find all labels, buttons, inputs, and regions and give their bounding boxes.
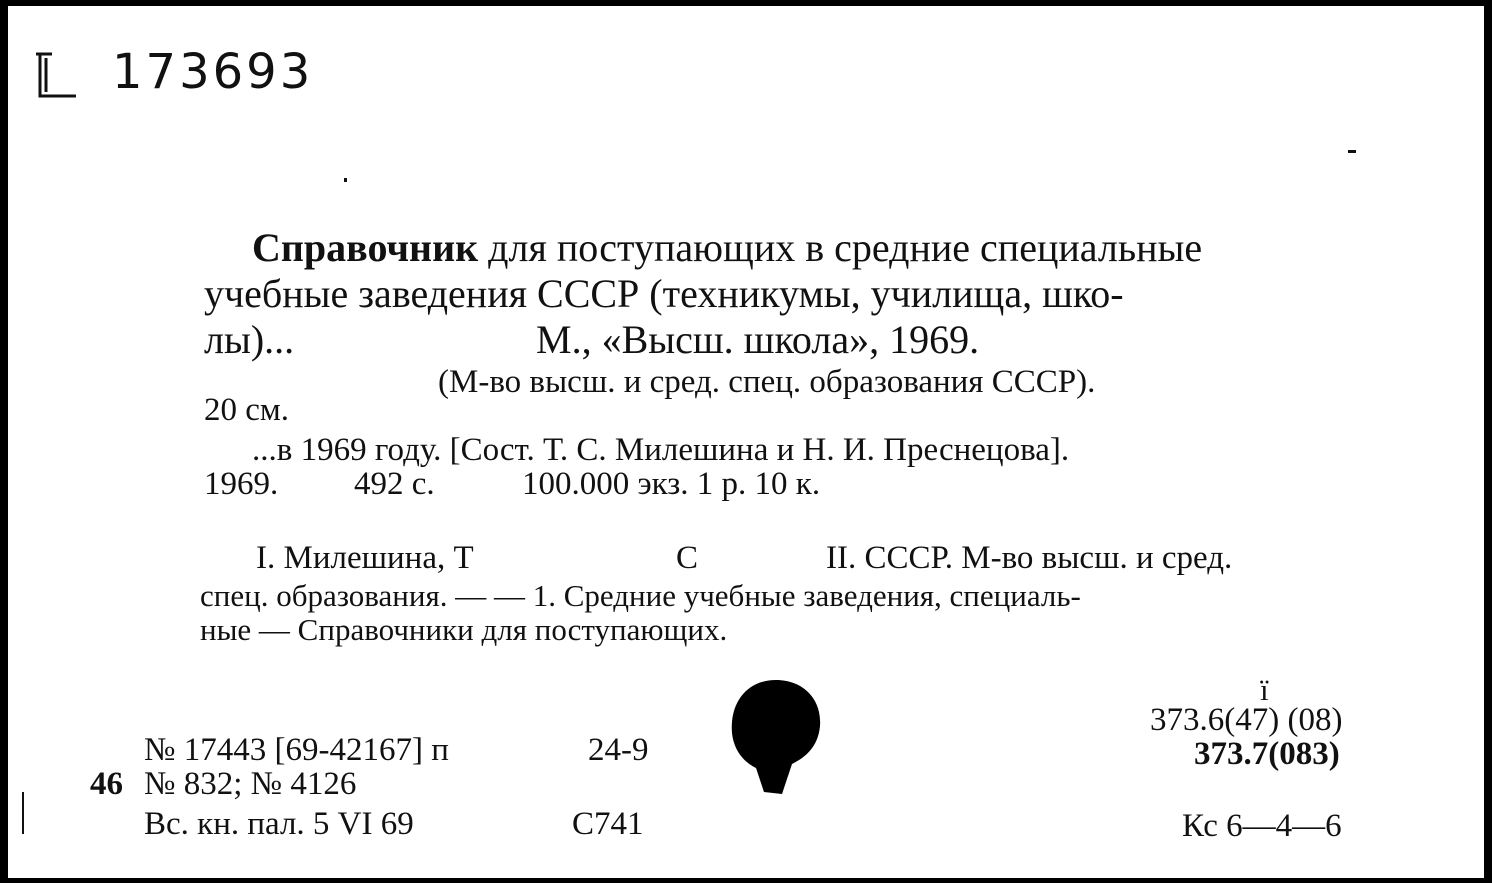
dimensions: 20 см.	[204, 392, 290, 428]
kc-line: Кс 6—4—6	[1182, 808, 1342, 844]
tracing-author: I. Милешина, Т	[256, 540, 474, 576]
order-line: № 17443 [69-42167] п	[144, 732, 449, 768]
copies-count: 46	[90, 766, 123, 802]
tracing-line-2: спец. образования. — — 1. Средние учебные заведения, специаль-	[200, 578, 1081, 613]
book-chamber-line: Вс. кн. пал. 5 VI 69	[144, 806, 414, 842]
order-code: 24-9	[588, 732, 649, 768]
tracing-line-3: ные — Справочники для поступающих.	[200, 612, 728, 647]
edge-mark	[22, 792, 24, 834]
udc-mark: ї	[1260, 672, 1269, 707]
title-line-2: учебные заведения СССР (техникумы, училища, шко-	[204, 271, 1124, 316]
library-mark-icon	[32, 48, 82, 104]
catalog-card	[8, 6, 1484, 878]
series-statement: (М-во высш. и сред. спец. образования СССР).	[438, 364, 1096, 400]
ink-blot-icon	[730, 676, 822, 794]
speck	[1348, 150, 1356, 153]
note-pages: 492 с.	[354, 466, 435, 502]
udc-line-2: 373.7(083)	[1194, 736, 1340, 772]
udc-line-1: 373.6(47) (08)	[1150, 702, 1343, 738]
title-line-1-rest: для поступающих в средние специальные	[478, 225, 1203, 270]
numbers-line: № 832; № 4126	[144, 766, 357, 802]
note-print-run-price: 100.000 экз. 1 р. 10 к.	[522, 466, 821, 502]
inventory-number: 173693	[112, 44, 314, 100]
title-lead-word: Справочник	[252, 225, 479, 270]
note-line-1: ...в 1969 году. [Сост. Т. С. Милешина и Н. И. Преснецова].	[252, 432, 1070, 468]
book-chamber-code: С741	[572, 806, 644, 842]
imprint: М., «Высш. школа», 1969.	[536, 317, 980, 362]
speck	[344, 178, 347, 182]
tracing-initial: С	[676, 540, 699, 576]
title-line-1	[252, 224, 1202, 271]
note-year: 1969.	[204, 466, 279, 502]
title-line-3-left: лы)...	[204, 317, 295, 362]
tracing-corporate: II. СССР. М-во высш. и сред.	[826, 540, 1233, 576]
